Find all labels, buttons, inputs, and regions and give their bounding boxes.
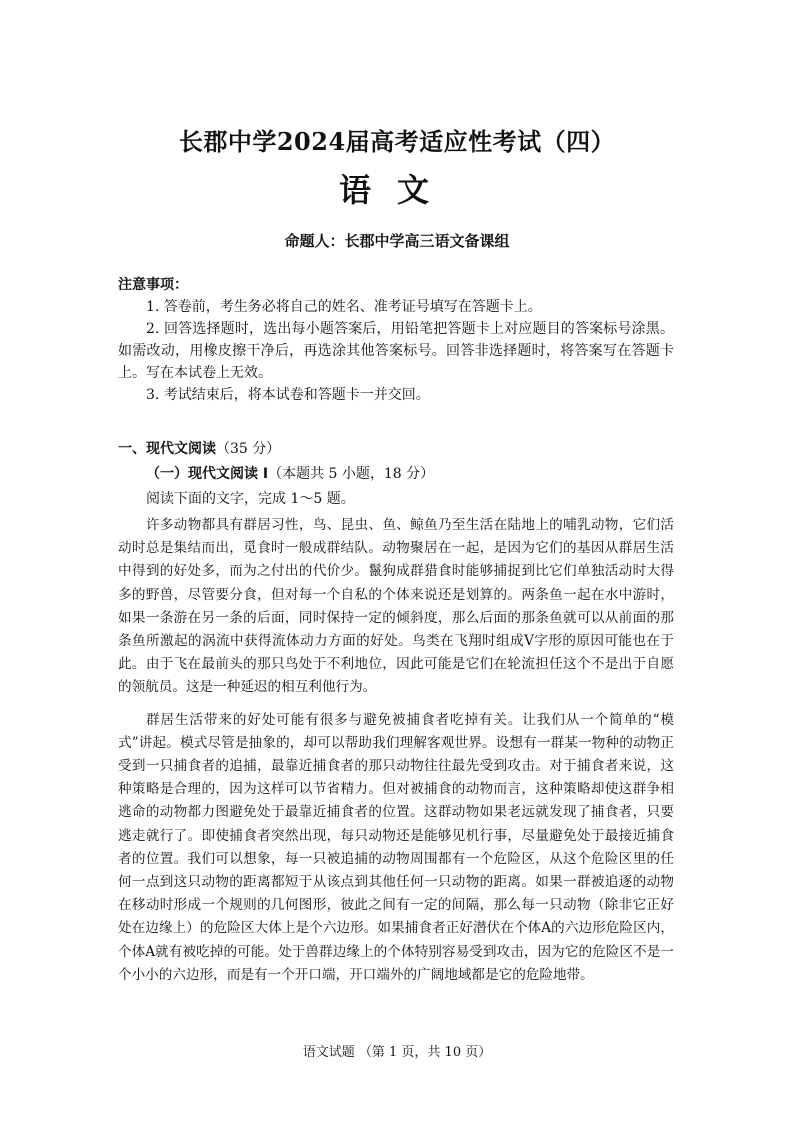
reading-instruction: 阅读下面的文字，完成 1～5 题。 xyxy=(146,491,355,507)
article-paragraph-1: 许多动物都具有群居习性，鸟、昆虫、鱼、鲸鱼乃至生活在陆地上的哺乳动物，它们活动时总是集结而出，觅食时一般成群结队。动物聚居在一起，是因为它们的基因从群居生活中得到的好处多，而为之付出的代价少。鬣狗成群猎食时能够捕捉到比它们单独活动时大得多的野兽，尽管要分食，但对每一个自私的个体来说还是划算的。两条鱼一起在水中游时，如果一条游在另一条的后面，同时保持一定的倾斜度，那么后面的那条鱼就可以从前面的那条鱼所激起的涡流中获得流体动力方面的好处。鸟类在飞翔时组成V字形的原因可能也在于此。由于飞在最前头的那只鸟处于不利地位，因此可能是它们在轮流担任这个不是出于自愿的领航员。这是一种延迟的相互利他行为。 xyxy=(118,517,674,696)
subsection-heading xyxy=(146,463,434,483)
section-title: 一、现代文阅读 xyxy=(118,441,216,457)
subsection-note: （本题共 5 小题，18 分） xyxy=(268,466,435,482)
notes-block xyxy=(118,274,674,406)
note-item-1: 1. 答卷前，考生务必将自己的姓名、准考证号填写在答题卡上。 xyxy=(146,299,542,315)
subject-title: 语文 xyxy=(338,171,455,209)
exam-title: 长郡中学2024届高考适应性考试（四） xyxy=(178,127,616,156)
page-footer: 语文试题 （第 1 页，共 10 页） xyxy=(302,1045,492,1060)
note-item-3: 3. 考试结束后，将本试卷和答题卡一并交回。 xyxy=(146,387,430,403)
note-item-2: 2. 回答选择题时，选出每小题答案后，用铅笔把答题卡上对应题目的答案标号涂黑。如需改动，用橡皮擦干净后，再选涂其他答案标号。回答非选择题时，将答案写在答题卡上。写在本试卷上无效。 xyxy=(118,321,674,381)
section-heading xyxy=(118,438,280,458)
article-paragraph-2: 群居生活带来的好处可能有很多与避免被捕食者吃掉有关。让我们从一个简单的“模式”讲起。模式尽管是抽象的，却可以帮助我们理解客观世界。设想有一群某一物种的动物正受到一只捕食者的追捕，最靠近捕食者的那只动物往往最先受到攻击。对于捕食者来说，这种策略是合理的，因为这样可以节省精力。但对被捕食的动物而言，这种策略却使这群争相逃命的动物都力图避免处于最靠近捕食者的位置。这群动物如果老远就发现了捕食者，只要逃走就行了。即使捕食者突然出现，每只动物还是能够见机行事，尽量避免处于最接近捕食者的位置。我们可以想象，每一只被追捕的动物周围都有一个危险区，从这个危险区里的任何一点到这只动物的距离都短于从该点到其他任何一只动物的距离。如果一群被追逐的动物在移动时形成一个规则的几何图形，彼此之间有一定的间隔，那么每一只动物（除非它正好处在边缘上）的危险区大体上是个六边形。如果捕食者正好潜伏在个体A的六边形危险区内，个体A就有被吃掉的可能。处于兽群边缘上的个体特别容易受到攻击，因为它的危险区不是一个小小的六边形，而是有一个开口端，开口端外的广阔地域都是它的危险地带。 xyxy=(118,711,674,983)
notes-heading: 注意事项： xyxy=(118,277,188,293)
subsection-title: （一）现代文阅读 I xyxy=(146,466,269,482)
section-score: （35 分） xyxy=(216,441,281,457)
author-line: 命题人：长郡中学高三语文备课组 xyxy=(284,232,510,250)
reading-article xyxy=(118,514,674,987)
